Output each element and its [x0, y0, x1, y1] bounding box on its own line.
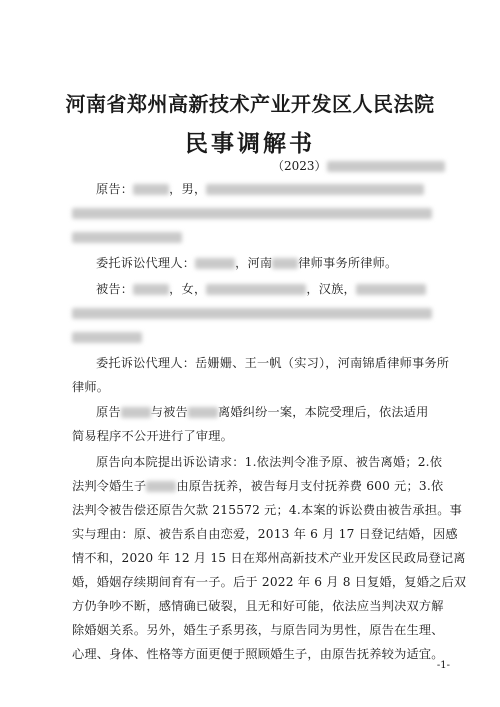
- document-type: 民事调解书: [185, 130, 315, 157]
- claims-line-6: 婚，婚姻存续期间育有一子。后于 2022 年 6 月 8 日复婚，复婚之后双: [72, 575, 467, 589]
- defendant-line-1: [96, 281, 426, 297]
- case-intro-part-b: 与被告: [150, 405, 188, 419]
- case-intro-line-1: [96, 404, 429, 420]
- redacted-plaintiff-info: [206, 184, 424, 195]
- agent1-label: 委托诉讼代理人：: [96, 256, 196, 270]
- redacted-child-name: [146, 481, 176, 492]
- case-intro-line-2: 简易程序不公开进行了审理。: [72, 429, 234, 443]
- claims-line-2-part-a: 法判令婚生子: [72, 479, 147, 493]
- redacted-defendant-birth: [206, 284, 306, 295]
- claims-line-9: 心理、身体、性格等方面更便于照顾婚生子，由原告抚养较为适宜。: [72, 647, 444, 661]
- redacted-plaintiff-address-2: [72, 232, 182, 243]
- page-number: -1-: [436, 660, 450, 671]
- court-name: 河南省郑州高新技术产业开发区人民法院: [65, 92, 435, 116]
- defendant-ethnicity: ，汉族，: [306, 282, 356, 296]
- redacted-defendant-address: [356, 284, 426, 295]
- redacted-defendant-name: [133, 284, 169, 295]
- claims-line-8: 除婚姻关系。另外，婚生子系男孩，与原告同为男性，原告在生理、: [72, 623, 444, 637]
- redacted-plaintiff-name: [133, 184, 169, 195]
- claims-line-4: 实与理由：原、被告系自由恋爱，2013 年 6 月 17 日登记结婚，因感: [72, 527, 458, 541]
- plaintiff-line-2: [72, 205, 432, 221]
- agent2-line-2: 律师。: [72, 380, 110, 394]
- redacted-defendant-address-3: [72, 332, 142, 343]
- agent1-line: [96, 255, 397, 271]
- plaintiff-line-3: [72, 229, 182, 245]
- agent2-line-1: 委托诉讼代理人：岳姗姗、王一帆（实习），河南锦盾律师事务所: [96, 356, 450, 370]
- redacted-plaintiff-name-2: [121, 407, 151, 418]
- case-number: [272, 157, 445, 174]
- redacted-case-number: [327, 161, 445, 172]
- defendant-sex: ，女，: [169, 282, 207, 296]
- defendant-line-3: [72, 329, 142, 345]
- agent1-firm-prefix: ，河南: [235, 256, 273, 270]
- plaintiff-line-1: [96, 181, 424, 197]
- case-intro-part-c: 离婚纠纷一案，本院受理后，依法适用: [217, 405, 429, 419]
- defendant-label: 被告：: [96, 282, 134, 296]
- redacted-agent1-name: [195, 258, 235, 269]
- case-intro-part-a: 原告: [96, 405, 121, 419]
- defendant-line-2: [72, 305, 432, 321]
- claims-line-2: [72, 478, 443, 494]
- redacted-defendant-name-2: [188, 407, 218, 418]
- plaintiff-sex: ，男，: [169, 182, 207, 196]
- claims-line-1: 原告向本院提出诉讼请求：1.依法判令准予原、被告离婚；2.依: [96, 455, 443, 469]
- claims-line-5: 情不和，2020 年 12 月 15 日在郑州高新技术产业开发区民政局登记离: [72, 551, 466, 565]
- claims-line-3: 法判令被告偿还原告欠款 215572 元；4.本案的诉讼费由被告承担。事: [72, 503, 462, 517]
- redacted-agent1-firm: [272, 258, 298, 269]
- redacted-defendant-address-2: [72, 308, 432, 319]
- redacted-plaintiff-address-1: [72, 208, 432, 219]
- case-number-year: （2023）: [272, 159, 327, 173]
- plaintiff-label: 原告：: [96, 182, 134, 196]
- claims-line-7: 方仍争吵不断，感情确已破裂，且无和好可能，依法应当判决双方解: [72, 599, 444, 613]
- agent1-firm-suffix: 律师事务所律师。: [298, 256, 398, 270]
- claims-line-2-part-b: 由原告抚养，被告每月支付抚养费 600 元；3.依: [176, 479, 444, 493]
